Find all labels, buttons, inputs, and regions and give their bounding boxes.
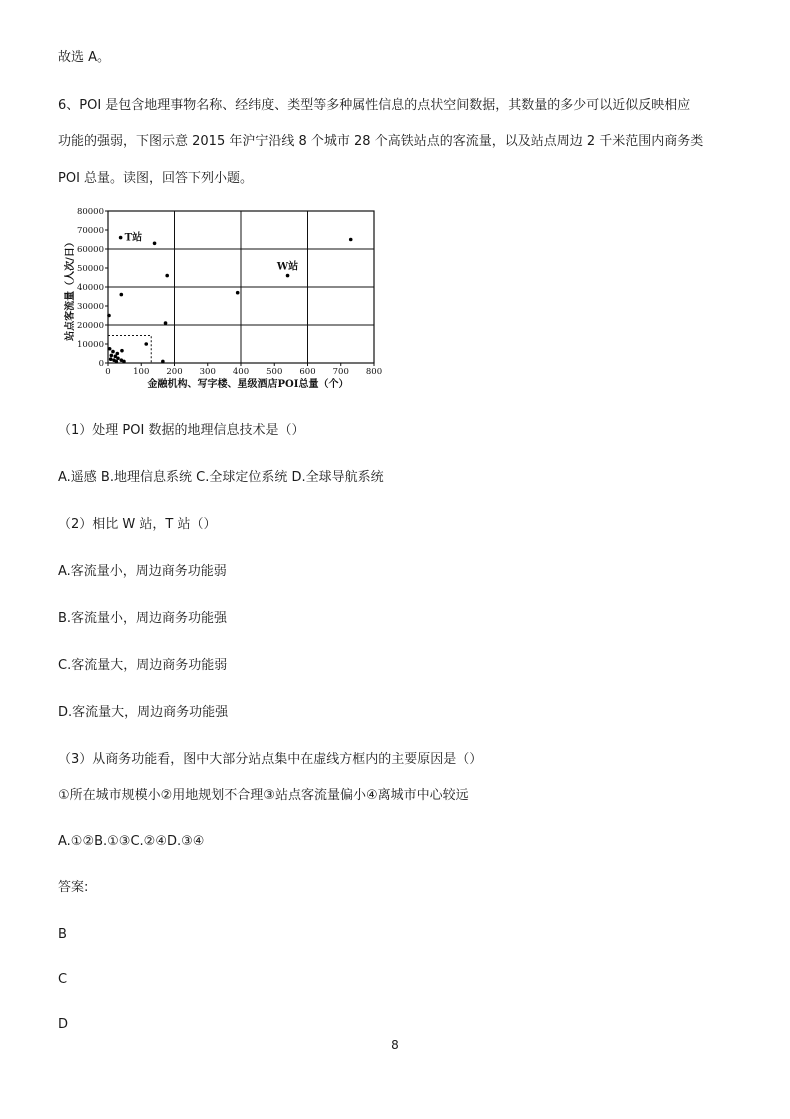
option-a: A.客流量小，周边商务功能弱: [58, 564, 227, 579]
data-point: [109, 357, 113, 361]
data-point: [122, 360, 126, 364]
x-tick-label: 0: [105, 367, 111, 377]
y-axis-label: 站点客流量（人次/日）: [65, 237, 76, 341]
data-point: [120, 293, 124, 297]
data-point: [161, 360, 165, 364]
question-1: （1）处理 POI 数据的地理信息技术是（）: [58, 423, 305, 438]
y-tick-label: 30000: [76, 302, 104, 312]
question-intro-line: 功能的强弱，下图示意 2015 年沪宁沿线 8 个城市 28 个高铁站点的客流量，以及站点周边 2 千米范围内商务类: [58, 134, 704, 149]
y-tick-label: 70000: [76, 226, 104, 236]
data-point: [108, 347, 112, 351]
data-point: [165, 274, 169, 278]
x-tick-label: 100: [133, 367, 150, 377]
question-3: （3）从商务功能看，图中大部分站点集中在虚线方框内的主要原因是（）: [58, 752, 483, 767]
question-intro-line: POI 总量。读图，回答下列小题。: [58, 171, 254, 186]
question-1-options: A.遥感 B.地理信息系统 C.全球定位系统 D.全球导航系统: [58, 470, 384, 485]
data-point: [153, 242, 157, 246]
option-b: B.客流量小，周边商务功能强: [58, 611, 228, 626]
answer-2: C: [58, 972, 68, 987]
data-point: [164, 321, 168, 325]
question-2: （2）相比 W 站，T 站（）: [58, 517, 217, 532]
answer-label: 答案:: [58, 880, 89, 895]
question-3-options: A.①②B.①③C.②④D.③④: [58, 834, 205, 849]
data-point: [119, 236, 123, 240]
point-label: T站: [124, 232, 143, 244]
answer-3: D: [58, 1017, 69, 1032]
data-point: [144, 342, 148, 346]
x-tick-label: 800: [365, 367, 383, 377]
x-tick-label: 700: [332, 367, 349, 377]
paragraph-line: 故选 A。: [58, 50, 111, 65]
question-intro-line: 6、POI 是包含地理事物名称、经纬度、类型等多种属性信息的点状空间数据，其数量的多少可以近似反映相应: [58, 98, 691, 113]
question-3-statements: ①所在城市规模小②用地规划不合理③站点客流量偏小④离城市中心较远: [58, 788, 469, 803]
y-tick-label: 60000: [76, 245, 104, 255]
y-tick-label: 10000: [76, 340, 104, 350]
y-tick-label: 40000: [76, 283, 104, 293]
option-c: C.客流量大，周边商务功能弱: [58, 658, 228, 673]
y-tick-label: 80000: [76, 207, 104, 217]
x-tick-label: 200: [166, 367, 183, 377]
answer-1: B: [58, 927, 67, 942]
option-d: D.客流量大，周边商务功能强: [58, 705, 229, 720]
x-tick-label: 300: [199, 367, 216, 377]
x-tick-label: 600: [299, 367, 316, 377]
x-tick-label: 500: [266, 367, 283, 377]
data-point: [286, 274, 290, 278]
data-point: [116, 356, 120, 360]
y-tick-label: 0: [98, 359, 104, 369]
x-axis-label: 金融机构、写字楼、星级酒店POI总量（个）: [147, 379, 349, 390]
scatter-chart: [58, 204, 398, 394]
data-point: [349, 238, 353, 242]
data-point: [236, 291, 240, 295]
data-point: [115, 360, 119, 364]
x-tick-label: 400: [232, 367, 250, 377]
data-point: [111, 350, 115, 354]
data-point: [120, 349, 124, 353]
point-label: W站: [276, 261, 299, 273]
data-point: [107, 314, 111, 318]
y-tick-label: 50000: [76, 264, 104, 274]
data-point: [110, 354, 114, 358]
y-tick-label: 20000: [76, 321, 104, 331]
page-number: 8: [391, 1038, 399, 1052]
